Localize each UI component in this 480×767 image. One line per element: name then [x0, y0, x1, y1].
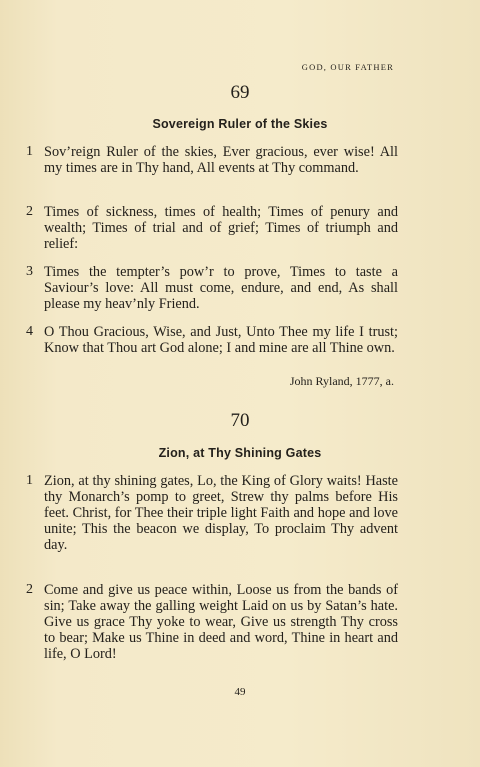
- verse-number: 3: [26, 264, 33, 279]
- hymn-title: Sovereign Ruler of the Skies: [152, 117, 328, 131]
- verse-text: Times the tempter’s pow’r to prove, Times to taste a Saviour’s love: All must come, endure, and end, As shall please my heav’nly Friend.: [44, 264, 398, 312]
- verse: [26, 144, 398, 176]
- verse: [26, 204, 398, 252]
- verse-text: O Thou Gracious, Wise, and Just, Unto Thee my life I trust; Know that Thou art God alone; I and mine are all Thine own.: [44, 324, 398, 356]
- verse-number: 1: [26, 473, 33, 488]
- verse: [26, 582, 398, 662]
- hymn-attribution: John Ryland, 1777, a.: [289, 374, 394, 388]
- running-head: GOD, OUR FATHER: [301, 62, 394, 72]
- verse-number: 1: [26, 144, 33, 159]
- verse-number: 2: [26, 204, 33, 219]
- verse-number: 4: [26, 324, 33, 339]
- page-number: 49: [234, 686, 246, 698]
- hymn-number: 69: [230, 82, 250, 103]
- verse-text: Zion, at thy shining gates, Lo, the King of Glory waits! Haste thy Monarch’s pomp to greet, Strew thy palms before His feet. Christ, for Thee their triple light Faith and hope and love unite; This the beacon we display, To proclaim Thy advent day.: [44, 473, 398, 553]
- verse-text: Sov’reign Ruler of the skies, Ever gracious, ever wise! All my times are in Thy hand, All events at Thy command.: [44, 144, 398, 176]
- verse: [26, 473, 398, 553]
- verse: [26, 264, 398, 312]
- hymn-title: Zion, at Thy Shining Gates: [158, 446, 322, 460]
- verse: [26, 324, 398, 356]
- verse-number: 2: [26, 582, 33, 597]
- verse-text: Times of sickness, times of health; Times of penury and wealth; Times of trial and of grief; Times of triumph and relief:: [44, 204, 398, 252]
- hymn-number: 70: [230, 410, 250, 431]
- verse-text: Come and give us peace within, Loose us from the bands of sin; Take away the galling weight Laid on us by Satan’s hate. Give us grace Thy yoke to wear, Give us strength Thy cross to bear; Make us Thine in deed and word, Thine in heart and life, O Lord!: [44, 582, 398, 662]
